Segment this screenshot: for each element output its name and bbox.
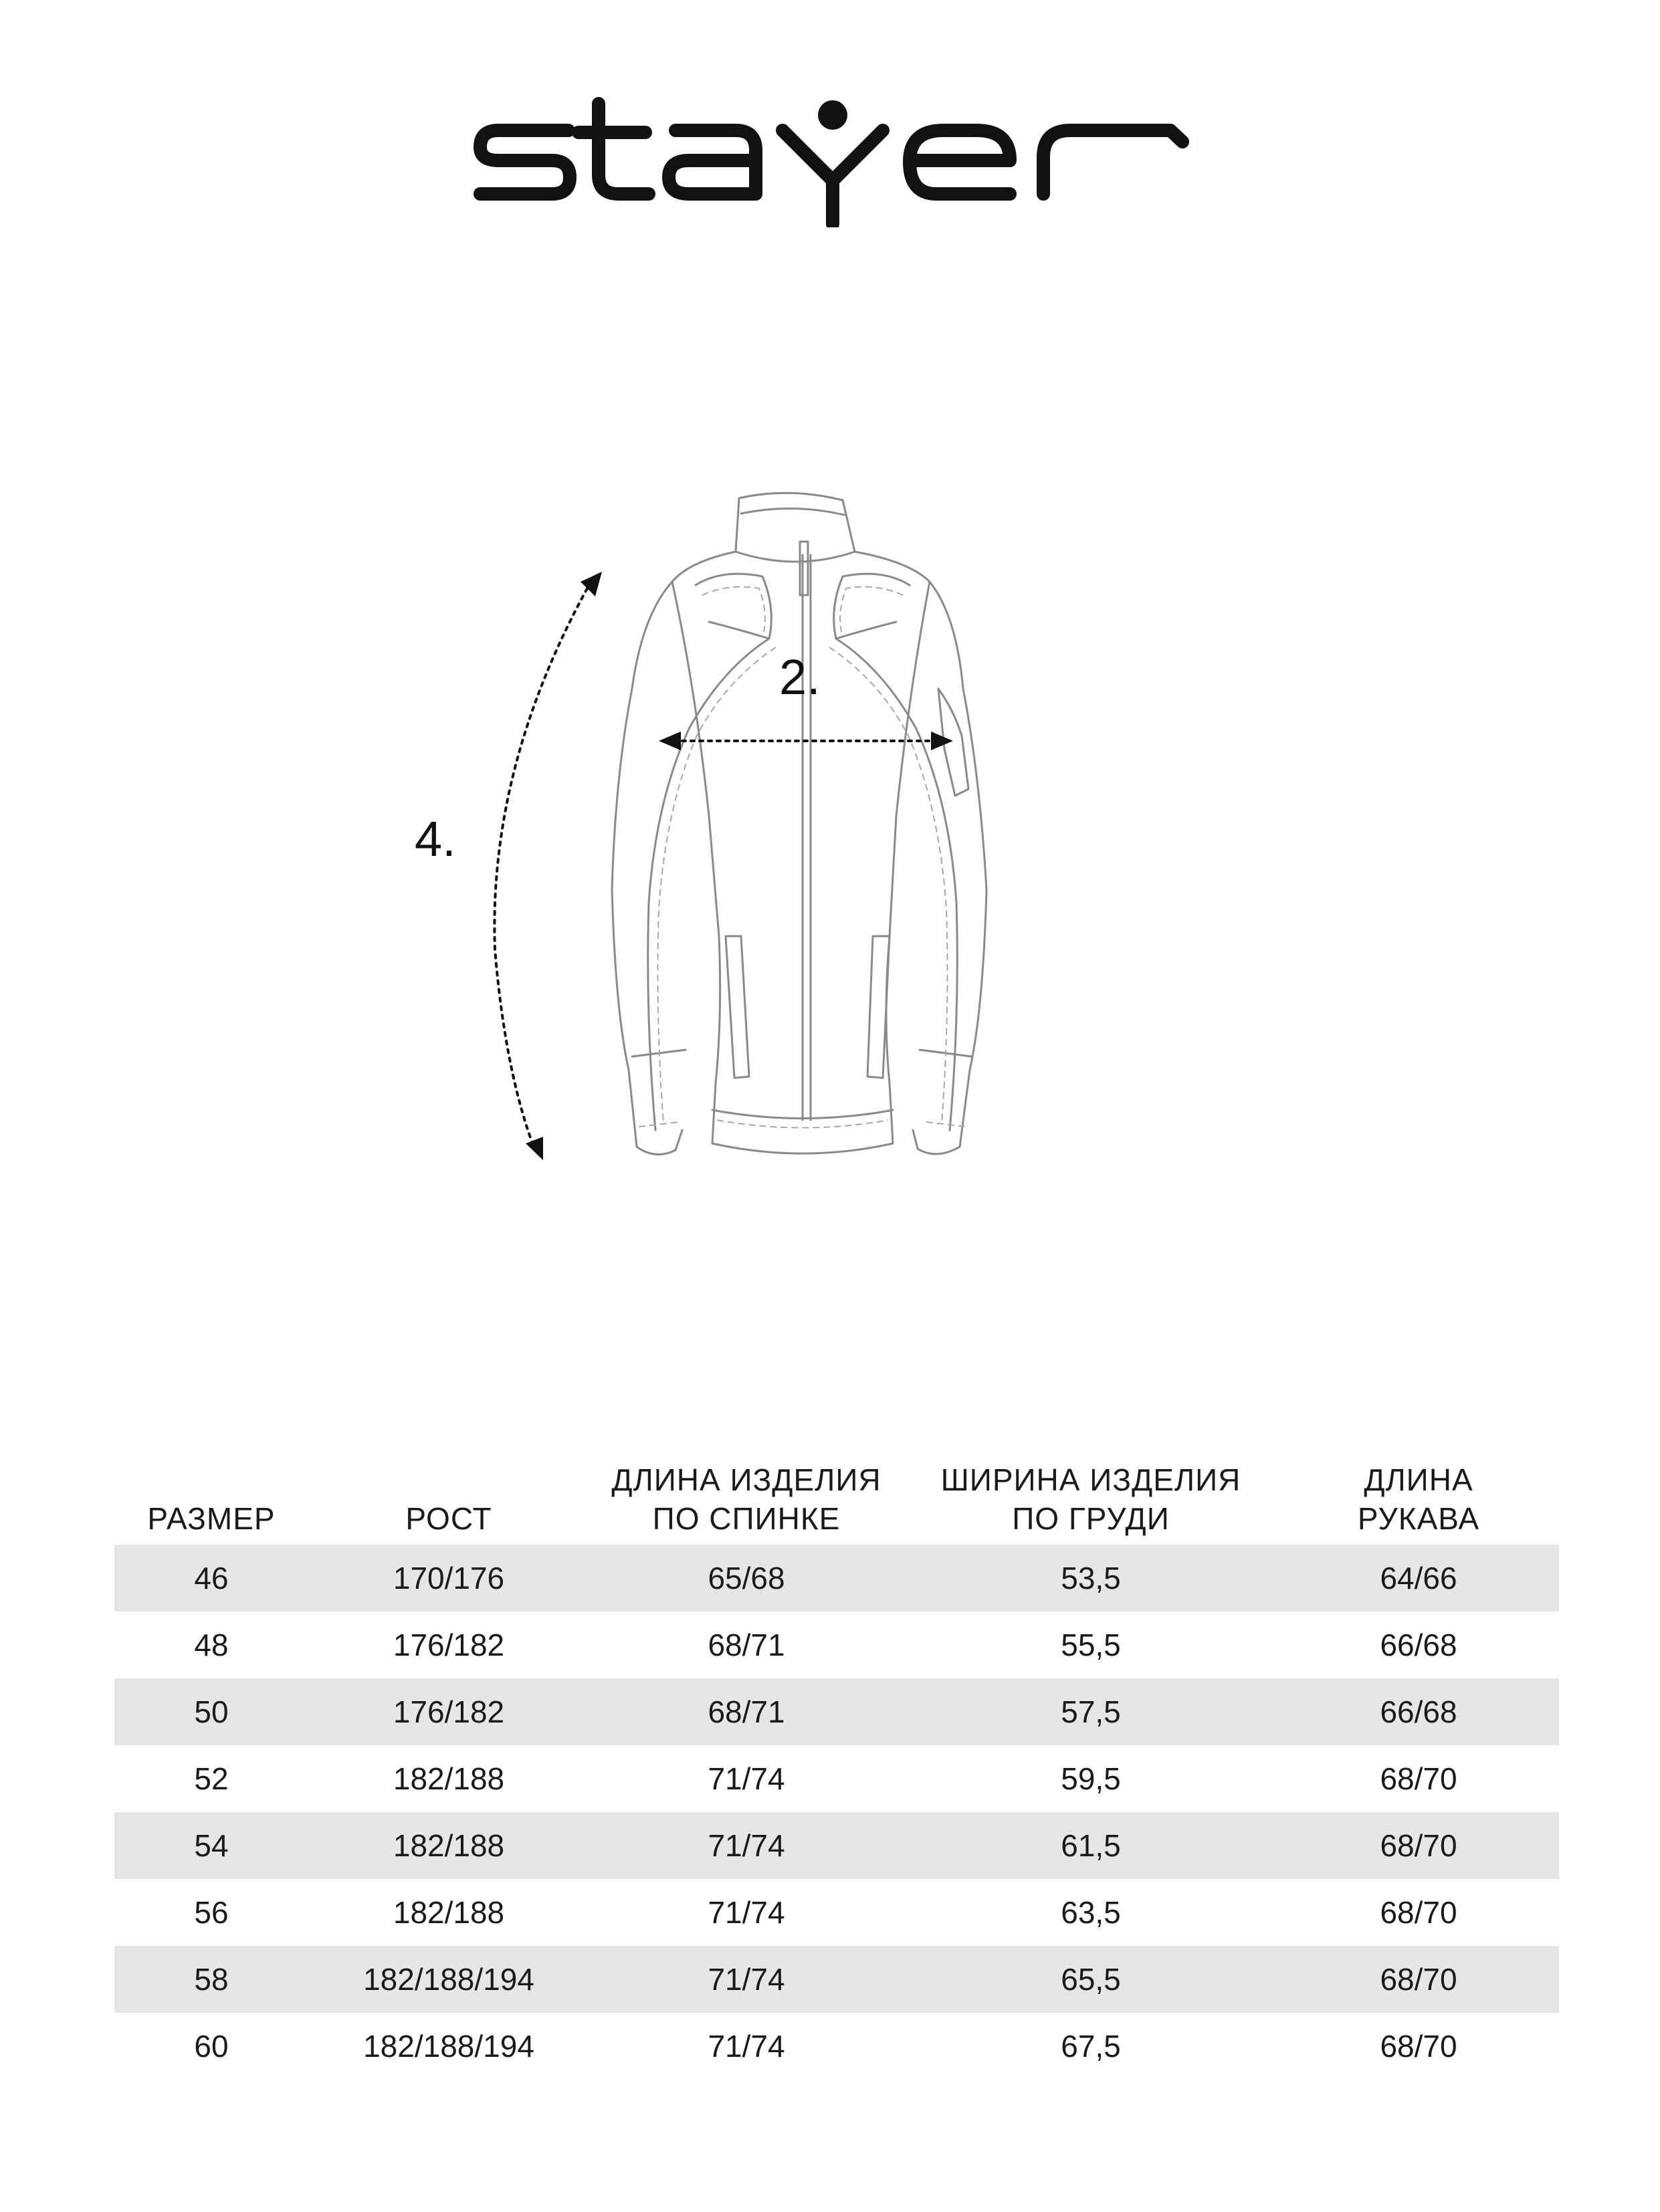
cell-height: 176/182 bbox=[393, 1694, 505, 1729]
cell-size: 50 bbox=[194, 1694, 229, 1729]
header-sleeve-length: ДЛИНА РУКАВА bbox=[1357, 1462, 1480, 1536]
table-row bbox=[114, 1545, 1559, 1612]
cell-size: 48 bbox=[194, 1628, 229, 1662]
cell-size: 56 bbox=[194, 1895, 229, 1930]
header-back-length: ДЛИНА ИЗДЕЛИЯ ПО СПИНКЕ bbox=[611, 1462, 881, 1536]
cell-back-length: 71/74 bbox=[708, 1761, 785, 1796]
table-row bbox=[114, 2013, 1559, 2080]
cell-size: 46 bbox=[194, 1561, 229, 1595]
cell-size: 60 bbox=[194, 2029, 229, 2064]
cell-height: 176/182 bbox=[393, 1628, 505, 1662]
table-row bbox=[114, 1678, 1559, 1745]
header-chest-width: ШИРИНА ИЗДЕЛИЯ ПО ГРУДИ bbox=[940, 1462, 1241, 1536]
cell-chest-width: 59,5 bbox=[1061, 1761, 1121, 1796]
table-row bbox=[114, 1745, 1559, 1812]
cell-back-length: 71/74 bbox=[708, 2029, 785, 2064]
chest-label: 2. bbox=[779, 649, 821, 705]
cell-chest-width: 67,5 bbox=[1061, 2029, 1121, 2064]
cell-chest-width: 55,5 bbox=[1061, 1628, 1121, 1662]
cell-size: 58 bbox=[194, 1962, 229, 1997]
cell-sleeve-length: 68/70 bbox=[1380, 2029, 1457, 2064]
table-row bbox=[114, 1946, 1559, 2013]
size-table bbox=[114, 1431, 1559, 2080]
cell-height: 182/188 bbox=[393, 1895, 505, 1930]
cell-sleeve-length: 64/66 bbox=[1380, 1561, 1457, 1595]
cell-chest-width: 53,5 bbox=[1061, 1561, 1121, 1595]
jacket-outline bbox=[612, 493, 987, 1154]
table-body bbox=[114, 1545, 1559, 2080]
cell-back-length: 68/71 bbox=[708, 1694, 785, 1729]
header-height: РОСТ bbox=[405, 1501, 492, 1536]
cell-height: 182/188/194 bbox=[363, 1962, 534, 1997]
cell-height: 182/188 bbox=[393, 1761, 505, 1796]
cell-chest-width: 65,5 bbox=[1061, 1962, 1121, 1997]
sleeve-label: 4. bbox=[415, 811, 456, 867]
cell-height: 182/188/194 bbox=[363, 2029, 534, 2064]
table-row bbox=[114, 1612, 1559, 1678]
cell-back-length: 71/74 bbox=[708, 1828, 785, 1863]
jacket-diagram bbox=[375, 468, 1244, 1204]
cell-back-length: 71/74 bbox=[708, 1895, 785, 1930]
cell-size: 52 bbox=[194, 1761, 229, 1796]
cell-chest-width: 57,5 bbox=[1061, 1694, 1121, 1729]
table-header bbox=[114, 1431, 1559, 1545]
cell-sleeve-length: 68/70 bbox=[1380, 1895, 1457, 1930]
cell-height: 170/176 bbox=[393, 1561, 505, 1595]
cell-size: 54 bbox=[194, 1828, 229, 1863]
cell-sleeve-length: 68/70 bbox=[1380, 1761, 1457, 1796]
cell-back-length: 65/68 bbox=[708, 1561, 785, 1595]
table-row bbox=[114, 1879, 1559, 1946]
cell-sleeve-length: 66/68 bbox=[1380, 1694, 1457, 1729]
cell-sleeve-length: 66/68 bbox=[1380, 1628, 1457, 1662]
chest-width-arrow bbox=[659, 732, 953, 750]
cell-sleeve-length: 68/70 bbox=[1380, 1962, 1457, 1997]
cell-height: 182/188 bbox=[393, 1828, 505, 1863]
cell-back-length: 68/71 bbox=[708, 1628, 785, 1662]
sleeve-length-arrow bbox=[494, 572, 602, 1160]
stayer-logo bbox=[468, 94, 1190, 227]
cell-back-length: 71/74 bbox=[708, 1962, 785, 1997]
cell-chest-width: 61,5 bbox=[1061, 1828, 1121, 1863]
cell-chest-width: 63,5 bbox=[1061, 1895, 1121, 1930]
header-size: РАЗМЕР bbox=[147, 1501, 276, 1536]
cell-sleeve-length: 68/70 bbox=[1380, 1828, 1457, 1863]
table-row bbox=[114, 1812, 1559, 1879]
